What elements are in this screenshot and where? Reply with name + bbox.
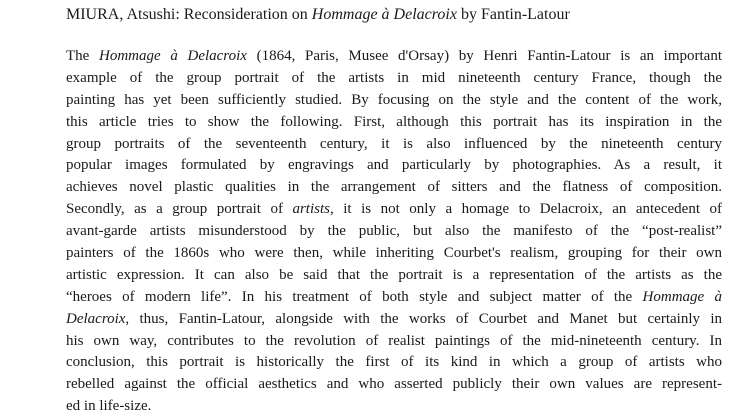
italic-text: Hommage à Delacroix	[99, 48, 247, 64]
text-run: painting has yet been sufficiently studied. By focusing on the style and the content of the work,	[66, 91, 722, 108]
text-run: , it is not only a homage to Delacroix, an antecedent of	[329, 201, 722, 218]
text-run: popular images formulated by engravings and particularly by photographies. As a result, it	[66, 157, 722, 174]
title-italic: Hommage à Delacroix	[311, 6, 457, 23]
italic-text: Hommage à	[642, 288, 722, 305]
text-run: artistic expression. It can also be said that the portrait is a representation of the artists as the	[66, 266, 722, 283]
text-run: ed in life-size.	[66, 398, 152, 415]
abstract-line	[66, 112, 722, 134]
abstract-line	[66, 90, 722, 112]
abstract-line	[66, 396, 722, 418]
title-suffix: by Fantin-Latour	[456, 6, 570, 23]
abstract-line	[66, 177, 722, 199]
abstract-line	[66, 287, 722, 309]
abstract-line	[66, 265, 722, 287]
document-title	[66, 4, 570, 26]
text-run: his own way, contributes to the revolution of realist paintings of the mid-nineteenth century. In	[66, 332, 722, 349]
abstract-line	[66, 68, 722, 90]
text-run: (1864, Paris, Musee d'Orsay) by Henri Fantin-Latour is an important	[246, 48, 723, 64]
text-run: group portraits of the seventeenth century, it is also influenced by the nineteenth century	[66, 135, 722, 152]
text-run: “heroes of modern life”. In his treatment of both style and subject matter of the	[66, 288, 643, 305]
text-run: achieves novel plastic qualities in the arrangement of sitters and the flatness of composition.	[66, 179, 722, 196]
text-run: conclusion, this portrait is historically the first of its kind in which a group of artists who	[66, 354, 722, 371]
author-name: MIURA, Atsushi	[66, 6, 176, 23]
italic-text: Delacroix	[66, 310, 126, 327]
text-run: painters of the 1860s who were then, while inheriting Courbet's realism, grouping for their own	[66, 245, 722, 262]
abstract-line	[66, 134, 722, 156]
abstract-line	[66, 155, 722, 177]
text-run: The	[66, 48, 99, 64]
abstract-line	[66, 309, 722, 331]
abstract-line	[66, 221, 722, 243]
text-run: example of the group portrait of the artists in mid nineteenth century France, though the	[66, 69, 722, 86]
italic-text: artists	[292, 201, 330, 218]
title-prefix: : Reconsideration on	[175, 6, 312, 23]
abstract-line	[66, 331, 722, 353]
abstract-line	[66, 352, 722, 374]
abstract-line	[66, 199, 722, 221]
abstract-line	[66, 46, 722, 68]
abstract-paragraph	[66, 46, 722, 418]
text-run: avant-garde artists misunderstood by the public, but also the manifesto of the “post-realist”	[66, 223, 722, 240]
abstract-line	[66, 243, 722, 265]
abstract-line	[66, 374, 722, 396]
text-run: Secondly, as a group portrait of	[66, 201, 293, 218]
text-run: this article tries to show the following. First, although this portrait has its inspiration in the	[66, 113, 722, 130]
text-run: , thus, Fantin-Latour, alongside with the works of Courbet and Manet but certainly in	[125, 310, 722, 327]
text-run: rebelled against the official aesthetics and who asserted publicly their own values are represent-	[66, 376, 722, 393]
